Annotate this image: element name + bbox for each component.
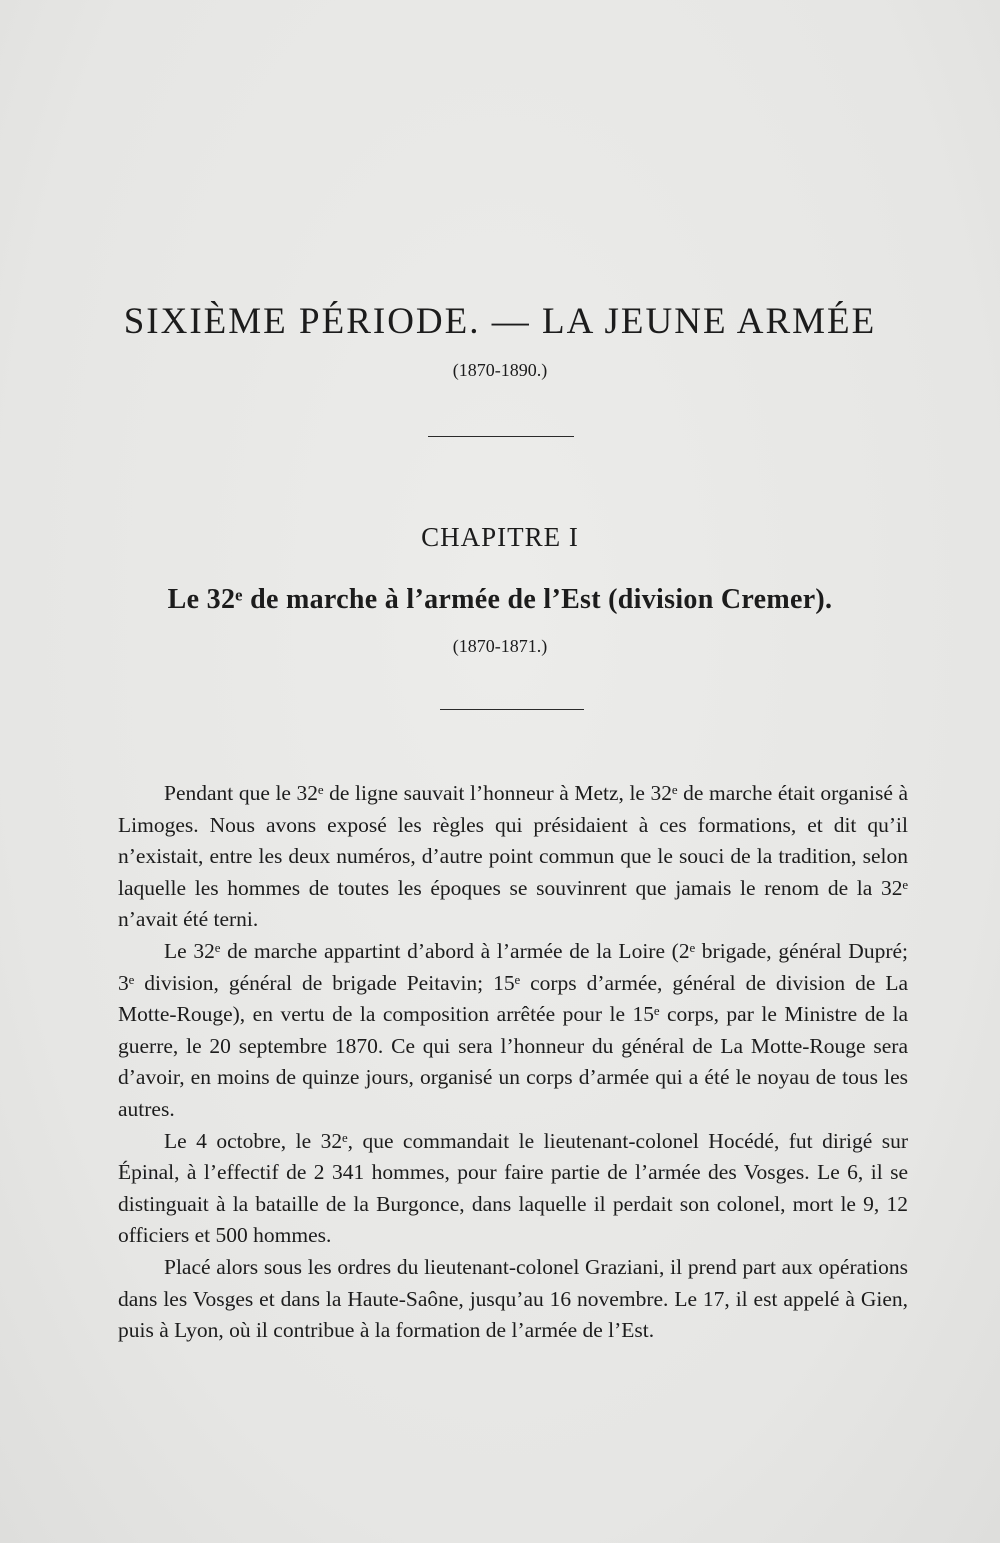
paragraph: Placé alors sous les ordres du lieutenant-colonel Graziani, il prend part aux opérations dans les Vosges et dans la Haute-Saône, jusqu’au 16 novembre. Le 17, il est appelé à Gien, puis à Lyon, où il contribue à la formation de l’armée de l’Est. <box>118 1254 908 1343</box>
period-title: SIXIÈME PÉRIODE. — LA JEUNE ARMÉE <box>123 301 877 342</box>
paragraph: Le 32ᵉ de marche appartint d’abord à l’armée de la Loire (2ᵉ brigade, général Dupré; 3ᵉ division, général de brigade Peitavin; 15ᵉ corps d’armée, général de division de La Motte-Rouge), en vertu de la composition arrêtée pour le 15ᵉ corps, par le Ministre de la guerre, le 20 septembre 1870. Ce qui sera l’honneur du général de La Motte-Rouge sera d’avoir, en moins de quinze jours, organisé un corps d’armée qui a été le noyau de tous les autres. <box>118 938 908 1121</box>
chapter-number: CHAPITRE I <box>421 522 579 552</box>
section-divider <box>428 436 574 437</box>
chapter-title: Le 32ᵉ de marche à l’armée de l’Est (division Cremer). <box>167 584 833 615</box>
chapter-divider <box>440 709 584 710</box>
body-text <box>118 778 908 1347</box>
chapter-dates: (1870-1871.) <box>452 636 548 656</box>
paragraph: Le 4 octobre, le 32ᵉ, que commandait le lieutenant-colonel Hocédé, fut dirigé sur Épinal, à l’effectif de 2 341 hommes, pour faire partie de l’armée des Vosges. Le 6, il se distinguait à la bataille de la Burgonce, dans laquelle il perdait son colonel, mort le 9, 12 officiers et 500 hommes. <box>118 1128 908 1248</box>
period-dates: (1870-1890.) <box>452 360 548 380</box>
paragraph: Pendant que le 32ᵉ de ligne sauvait l’honneur à Metz, le 32ᵉ de marche était organisé à Limoges. Nous avons exposé les règles qui présidaient à ces formations, et dit qu’il n’existait, entre les deux numéros, d’autre point commun que le souci de la tradition, selon laquelle les hommes de toutes les époques se souvinrent que jamais le renom de la 32ᵉ n’avait été terni. <box>118 781 908 932</box>
